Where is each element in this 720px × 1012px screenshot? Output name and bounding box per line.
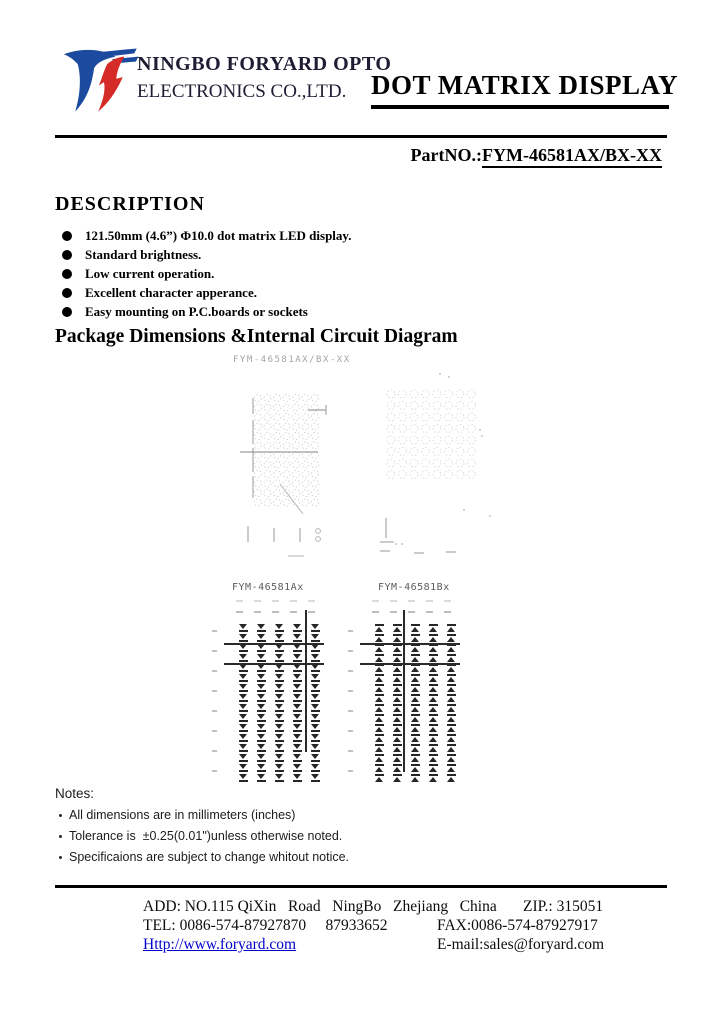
circuit-bus-line [360, 663, 460, 665]
company-name-line1: NINGBO FORYARD OPTO [137, 53, 392, 75]
internal-circuit-diagram-a [208, 580, 353, 795]
description-item-text: 121.50mm (4.6”) Φ10.0 dot matrix LED display. [85, 227, 352, 243]
description-item [62, 264, 351, 283]
footer-email: E-mail:sales@foryard.com [437, 936, 605, 953]
footer-website-link[interactable]: Http://www.foryard.com [143, 936, 297, 953]
company-name [137, 53, 391, 103]
package-outline-drawing [228, 368, 513, 568]
circuit-bus-line [224, 663, 324, 665]
footer-fax: FAX:0086-574-87927917 [437, 917, 598, 934]
bullet-icon [62, 307, 72, 317]
footer [55, 898, 667, 968]
circuit-bus-line [403, 610, 405, 772]
page-title: DOT MATRIX DISPLAY [371, 70, 669, 109]
note-item [55, 829, 349, 843]
circuit-a-label: FYM-46581Ax [232, 582, 304, 593]
circuit-row-marks [348, 630, 353, 772]
foryard-logo-icon [58, 46, 140, 128]
internal-circuit-diagram-b [336, 580, 481, 795]
diode-grid [370, 624, 460, 784]
bullet-icon [62, 231, 72, 241]
part-number [411, 145, 662, 166]
company-name-line2: ELECTRONICS CO.,LTD. [137, 81, 347, 102]
circuit-bus-line [360, 643, 460, 645]
bullet-icon [62, 250, 72, 260]
description-item-text: Excellent character apperance. [85, 284, 257, 300]
circuit-pin-marks [236, 611, 315, 613]
circuit-pin-marks [236, 600, 315, 602]
circuit-pin-marks [372, 611, 451, 613]
circuit-b-label: FYM-46581Bx [378, 582, 450, 593]
description-item-text: Low current operation. [85, 265, 215, 281]
part-number-label: PartNO.: [410, 145, 483, 165]
footer-tel: TEL: 0086-574-87927870 87933652 [143, 917, 388, 934]
bullet-icon [62, 288, 72, 298]
circuit-bus-line [224, 643, 324, 645]
note-bullet-icon [59, 835, 62, 838]
footer-divider [55, 885, 667, 888]
note-item [55, 808, 349, 822]
note-bullet-icon [59, 814, 62, 817]
circuit-pin-marks [372, 600, 451, 602]
note-text: Tolerance is ±0.25(0.01")unless otherwise noted. [69, 829, 343, 843]
description-item [62, 226, 351, 245]
notes-heading: Notes: [55, 786, 95, 801]
diode-grid [234, 624, 324, 784]
description-item-text: Standard brightness. [85, 246, 202, 262]
note-item [55, 850, 349, 864]
description-item-text: Easy mounting on P.C.boards or sockets [85, 303, 308, 319]
package-section-heading: Package Dimensions &Internal Circuit Diagram [55, 326, 458, 347]
notes-section [55, 786, 349, 864]
footer-zip: ZIP.: 315051 [523, 898, 604, 915]
description-item [62, 302, 351, 321]
note-bullet-icon [59, 856, 62, 859]
note-text: All dimensions are in millimeters (inches) [69, 808, 296, 822]
bullet-icon [62, 269, 72, 279]
description-item [62, 245, 351, 264]
drawing-label: FYM-46581AX/BX-XX [233, 355, 351, 365]
description-heading: DESCRIPTION [55, 193, 205, 215]
circuit-row-marks [212, 630, 217, 772]
header-divider [55, 135, 667, 138]
note-text: Specificaions are subject to change whitout notice. [69, 850, 350, 864]
description-list [62, 226, 351, 321]
description-item [62, 283, 351, 302]
package-dimensions-drawing [228, 354, 513, 569]
circuit-bus-line [305, 610, 307, 752]
footer-address: ADD: NO.115 QiXin Road NingBo Zhejiang China [143, 898, 497, 915]
part-number-value: FYM-46581AX/BX-XX [482, 145, 662, 168]
